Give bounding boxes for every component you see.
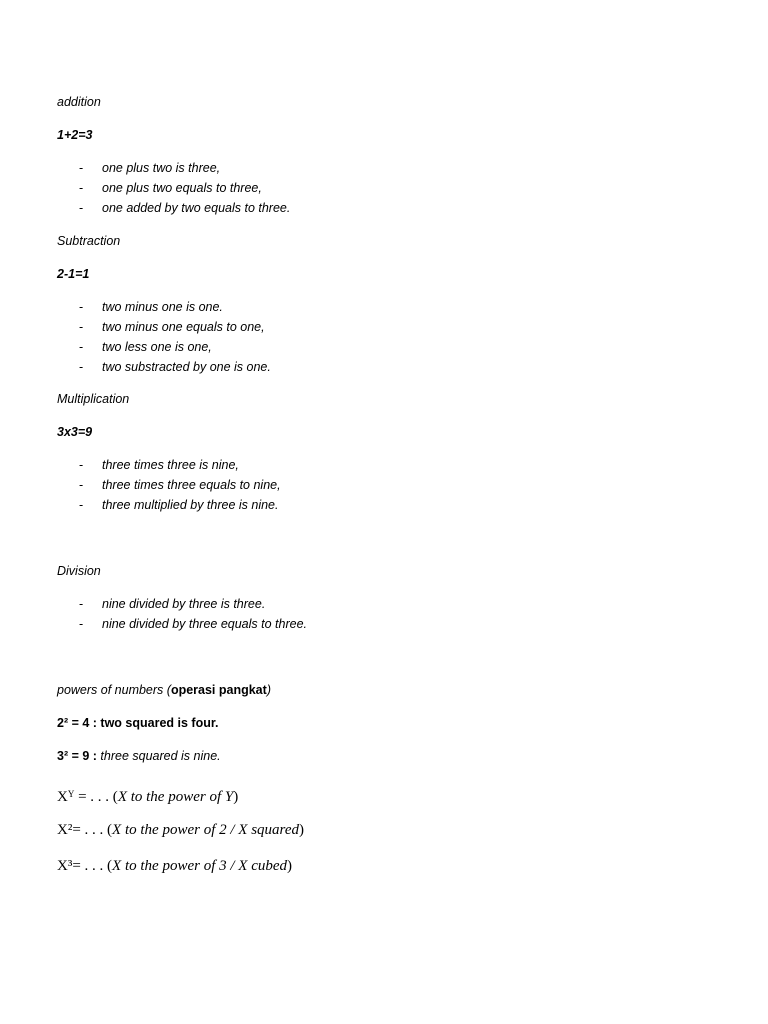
formula-1-desc: X to the power of Y [117,789,234,805]
list-item-text: two substracted by one is one. [102,360,271,374]
division-heading: Division [57,564,101,578]
list-item-text: three multiplied by three is nine. [102,498,279,512]
formula-power-y [57,785,238,806]
list-item-text: one added by two equals to three. [102,201,291,215]
powers-example-2 [57,748,221,764]
powers-example-2-eq: 3² = 9 : [57,749,97,763]
bullet-dash: - [79,201,84,215]
list-item-text: two less one is one, [102,340,212,354]
bullet-dash: - [79,478,84,492]
formula-power-3 [57,857,292,875]
formula-1-base: X [57,789,68,805]
list-item-text: nine divided by three is three. [102,597,266,611]
multiplication-equation: 3x3=9 [57,425,93,439]
addition-equation: 1+2=3 [57,128,93,142]
formula-2-lead: X²= . . . ( [57,822,113,838]
bullet-dash: - [79,161,84,175]
formula-1-exp: Y [67,789,75,799]
powers-heading [57,682,271,698]
powers-heading-text: powers of numbers ( [57,683,171,697]
list-item-text: two minus one equals to one, [102,320,265,334]
bullet-dash: - [79,617,84,631]
bullet-dash: - [79,597,84,611]
list-item-text: one plus two is three, [102,161,221,175]
powers-heading-bold: operasi pangkat [170,683,267,697]
powers-example-1: 2² = 4 : two squared is four. [57,716,219,730]
bullet-dash: - [79,320,84,334]
formula-2-desc: X to the power of 2 / X squared [112,822,299,838]
addition-heading: addition [57,95,101,109]
list-item-text: two minus one is one. [102,300,223,314]
formula-power-2 [57,821,304,839]
bullet-dash: - [79,498,84,512]
list-item-text: nine divided by three equals to three. [102,617,307,631]
powers-example-2-text: three squared is nine. [96,749,221,763]
powers-heading-close: ) [266,683,271,697]
formula-1-close: ) [233,789,239,805]
formula-2-close: ) [298,822,304,838]
formula-3-close: ) [287,858,293,874]
multiplication-heading: Multiplication [57,392,130,406]
bullet-dash: - [79,458,84,472]
bullet-dash: - [79,360,84,374]
list-item-text: three times three is nine, [102,458,239,472]
formula-3-lead: X³= . . . ( [57,858,113,874]
list-item-text: three times three equals to nine, [102,478,281,492]
subtraction-heading: Subtraction [57,234,121,248]
formula-3-desc: X to the power of 3 / X cubed [112,858,288,874]
bullet-dash: - [79,300,84,314]
list-item-text: one plus two equals to three, [102,181,262,195]
bullet-dash: - [79,181,84,195]
subtraction-equation: 2-1=1 [57,267,90,281]
bullet-dash: - [79,340,84,354]
formula-1-rest: = . . . ( [74,789,118,805]
